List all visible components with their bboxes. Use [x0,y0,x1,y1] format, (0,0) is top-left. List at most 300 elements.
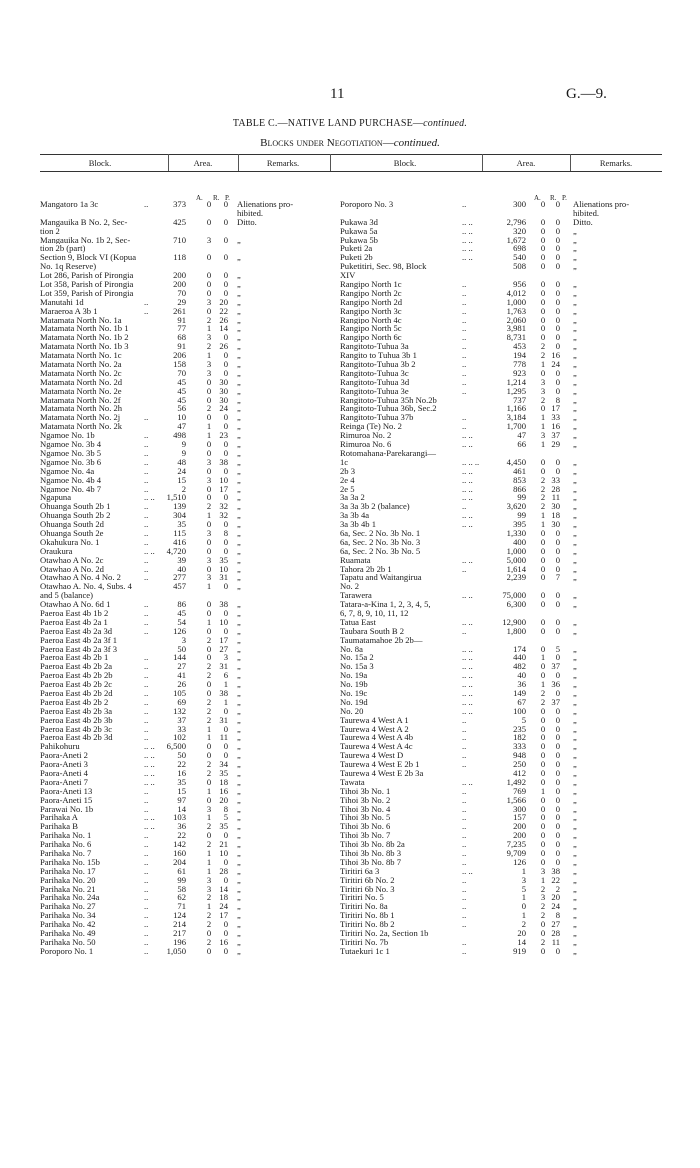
remarks: „ [237,572,241,583]
area-acres: 1 [521,865,526,876]
area-perches: 8 [555,910,560,921]
area-perches: 0 [555,261,560,272]
area-perches: 36 [551,679,560,690]
remarks: „ [573,279,577,290]
area-acres: 923 [513,367,526,378]
table-row [340,653,662,662]
area-roods: 3 [206,527,212,538]
area-acres: 6,500 [166,741,186,752]
leader-dots: .. .. [144,750,155,761]
block-name: Paeroa East 4b 2b 3d [40,733,113,743]
remarks: „ [573,723,577,734]
block-name: Parihaka No. 50 [40,937,96,947]
remarks: „ [237,741,241,752]
block-name: 1c [340,457,349,467]
area-perches: 0 [555,670,560,681]
remarks: hibited. [237,207,264,218]
area-acres: 956 [513,279,526,290]
area-perches: 0 [555,287,560,298]
table-row [40,218,330,227]
header-block-right: Block. [393,158,417,168]
area-acres: 457 [173,581,186,592]
leader-dots: .. [462,839,467,850]
area-perches: 0 [223,874,228,885]
area-acres: 69 [177,696,186,707]
block-name: Maraeroa A 3b 1 [40,306,98,316]
remarks: „ [573,643,577,654]
area-acres: 508 [513,261,526,272]
area-perches: 16 [219,936,228,947]
area-acres: 22 [177,830,186,841]
remarks: „ [573,474,577,485]
block-name: Puketi 2b [340,253,373,263]
block-name: Paora-Aneti 2 [40,751,88,761]
leader-dots: .. [462,741,467,752]
remarks: „ [573,901,577,912]
block-name: Parihaka No. 49 [40,929,96,938]
remarks: „ [573,741,577,752]
table-row [340,431,662,440]
area-roods: 0 [540,928,546,939]
block-name: tion 2 [40,226,60,236]
table-row [340,413,662,422]
area-acres: 8,731 [506,332,526,343]
area-roods: 2 [540,696,546,707]
area-roods: 2 [540,910,546,921]
leader-dots: .. [462,421,467,432]
area-acres: 99 [517,510,526,521]
remarks: „ [237,892,241,903]
area-perches: 16 [219,785,228,796]
leader-dots: .. [462,785,467,796]
leader-dots: .. [144,865,149,876]
area-perches: 22 [551,874,560,885]
area-acres: 425 [173,216,186,227]
block-name: Tiritiri No. 5 [340,893,384,903]
area-perches: 30 [219,394,228,405]
leader-dots: .. .. [462,643,473,654]
area-acres: 77 [177,323,186,334]
area-roods: 0 [540,812,546,823]
left-column [40,200,330,956]
area-roods: 0 [540,643,546,654]
area-perches: 0 [555,243,560,254]
area-acres: 99 [177,874,186,885]
block-name: Tutaekuri 1c 1 [340,946,390,956]
table-row [340,769,662,778]
area-perches: 0 [555,803,560,814]
remarks: „ [573,483,577,494]
table-row [340,805,662,814]
area-perches: 11 [219,732,228,743]
remarks: „ [237,687,241,698]
area-perches: 0 [555,714,560,725]
area-acres: 124 [173,910,186,921]
area-acres: 853 [513,474,526,485]
leader-dots: .. [144,536,149,547]
block-name: Mangatoro 1a 3c [40,200,99,209]
area-roods: 0 [540,403,546,414]
area-perches: 0 [555,785,560,796]
block-name: Parihaka A [40,813,78,823]
area-roods: 0 [540,616,546,627]
area-acres: 261 [173,305,186,316]
area-perches: 20 [219,296,228,307]
block-name: Tihoi 3b No. 4 [340,804,391,814]
area-roods: 0 [540,545,546,556]
block-name: Tihoi 3b No. 6 [340,822,391,832]
remarks: „ [573,287,577,298]
remarks: „ [237,359,241,370]
area-acres: 91 [177,314,186,325]
area-roods: 0 [540,723,546,734]
block-name: Rangipo North 2c [340,288,402,298]
area-acres: 9 [181,447,186,458]
remarks: „ [573,865,577,876]
remarks: „ [237,785,241,796]
area-roods: 2 [206,839,212,850]
block-name: Matamata North No. 2k [40,422,123,432]
area-perches: 0 [223,581,228,592]
area-roods: 0 [206,928,212,939]
table-row [340,458,662,467]
remarks: „ [237,394,241,405]
table-row [340,244,662,253]
area-roods: 2 [540,492,546,503]
block-name: Rangitoto-Tuhua 36b, Sec.2 [340,404,437,414]
area-acres: 1,000 [506,296,526,307]
leader-dots: .. [462,359,467,370]
area-acres: 45 [177,376,186,387]
remarks: „ [573,243,577,254]
remarks: „ [237,643,241,654]
area-perches: 31 [219,714,228,725]
area-roods: 1 [540,412,546,423]
block-name: XIV [340,271,356,281]
area-perches: 0 [555,456,560,467]
area-roods: 0 [540,572,546,583]
area-perches: 11 [551,492,560,503]
leader-dots: .. .. .. [462,456,480,467]
remarks: „ [573,323,577,334]
remarks: „ [573,928,577,939]
remarks: „ [573,919,577,930]
area-perches: 28 [551,483,560,494]
table-row [340,529,662,538]
block-name: Rangitoto-Tuhua 3b 2 [340,360,416,369]
area-acres: 75,000 [502,590,526,601]
area-perches: 38 [551,865,560,876]
area-acres: 6,300 [506,599,526,610]
area-perches: 0 [223,447,228,458]
leader-dots: .. .. [462,510,473,521]
area-perches: 10 [219,563,228,574]
leader-dots: .. [462,501,467,512]
remarks: „ [237,305,241,316]
table-subtitle [0,137,700,149]
area-roods: 3 [206,803,212,814]
leader-dots: .. .. [462,670,473,681]
unit-acres-left: A. [196,194,203,202]
block-name: No. 19d [340,697,368,707]
block-name: Ohuanga South 2d [40,520,104,529]
area-roods: 0 [206,252,212,263]
remarks: „ [573,305,577,316]
block-name: Paeroa East 4b 2b 1 [40,653,109,663]
table-row [340,600,662,609]
area-roods: 0 [206,607,212,618]
block-name: Pahikohuru [40,742,80,752]
remarks: „ [237,527,241,538]
area-roods: 0 [206,483,212,494]
area-roods: 2 [206,714,212,725]
remarks: „ [237,599,241,610]
leader-dots: .. [462,350,467,361]
area-acres: 919 [513,945,526,956]
table-row [340,280,662,289]
area-acres: 99 [517,492,526,503]
area-acres: 2 [181,483,186,494]
area-acres: 416 [173,536,186,547]
header-block-left: Block. [88,158,112,168]
leader-dots: .. .. [462,776,473,787]
area-perches: 35 [219,768,228,778]
remarks: „ [237,252,241,263]
area-perches: 0 [555,625,560,636]
area-roods: 1 [206,848,212,859]
remarks: „ [237,865,241,876]
block-name: Ohuanga South 2b 1 [40,502,111,512]
leader-dots: .. [144,483,149,494]
block-name: Rangipo North 2d [340,297,403,307]
leader-dots: .. [144,456,149,467]
remarks: „ [237,510,241,521]
block-name: Mangauika B No. 2, Sec- [40,217,128,227]
remarks: „ [573,750,577,761]
area-acres: 2,796 [506,216,526,227]
area-acres: 67 [517,696,526,707]
block-name: Paeroa East 4b 2b 2d [40,688,113,698]
remarks: „ [237,750,241,761]
area-acres: 1,214 [506,376,526,387]
area-acres: 62 [177,892,186,903]
leader-dots: .. [144,563,149,574]
area-perches: 0 [555,216,560,227]
remarks: „ [237,652,241,663]
leader-dots: .. [462,759,467,770]
area-roods: 2 [206,768,212,778]
leader-dots: .. [462,563,467,574]
leader-dots: .. [144,661,149,672]
area-roods: 3 [206,572,212,583]
leader-dots: .. .. [462,439,473,450]
table-row [340,351,662,360]
leader-dots: .. [462,625,467,636]
header-area-left: Area. [193,158,213,168]
remarks: „ [237,376,241,387]
leader-dots: .. [462,367,467,378]
area-roods: 0 [206,687,212,698]
remarks: „ [573,359,577,370]
remarks: „ [573,536,577,547]
area-perches: 0 [555,687,560,698]
remarks: „ [237,341,241,352]
remarks: „ [573,812,577,823]
area-acres: 1,614 [506,563,526,574]
block-name: Tiritiri 6a 3 [340,866,380,876]
area-acres: 20 [517,928,526,939]
leader-dots: .. [144,670,149,681]
area-acres: 100 [513,705,526,716]
block-name: Taubara South B 2 [340,626,405,636]
area-roods: 0 [540,794,546,805]
block-name: Otawhao A No. 2c [40,555,104,565]
area-roods: 3 [206,874,212,885]
block-name: Lot 359, Parish of Pirongia [40,288,134,298]
block-name: Rimuroa No. 6 [340,440,392,449]
area-roods: 1 [540,785,546,796]
block-name: Rangitoto-Tuhua 37b [340,413,414,423]
leader-dots: .. [144,945,149,956]
leader-dots: .. [144,305,149,316]
area-roods: 1 [540,439,546,450]
block-name: Rimuroa No. 2 [340,431,392,441]
leader-dots: .. [144,839,149,850]
table-row [340,671,662,680]
area-perches: 37 [551,696,560,707]
leader-dots: .. .. [462,687,473,698]
remarks: „ [237,519,241,530]
leader-dots: .. [462,901,467,912]
table-row [340,342,662,351]
leader-dots: .. [462,385,467,396]
area-perches: 35 [219,821,228,832]
remarks: „ [573,945,577,956]
remarks: „ [573,821,577,832]
area-roods: 2 [540,501,546,512]
remarks: „ [237,732,241,743]
leader-dots: .. .. [462,483,473,494]
area-roods: 0 [540,216,546,227]
area-perches: 10 [219,616,228,627]
area-perches: 8 [223,527,228,538]
remarks: „ [237,759,241,770]
area-acres: 45 [177,385,186,396]
area-roods: 2 [206,696,212,707]
table-row [340,840,662,849]
leader-dots: .. .. [462,234,473,245]
remarks: „ [237,412,241,423]
area-roods: 0 [540,856,546,867]
area-roods: 0 [206,750,212,761]
area-acres: 35 [177,776,186,787]
leader-dots: .. [144,936,149,947]
table-row [340,636,662,645]
area-roods: 2 [206,634,212,645]
area-perches: 21 [219,839,228,850]
table-title-main: TABLE C.—NATIVE LAND PURCHASE— [232,118,424,129]
area-acres: 482 [513,661,526,672]
area-acres: 277 [173,572,186,583]
area-perches: 0 [555,768,560,778]
table-row [340,849,662,858]
remarks: „ [573,456,577,467]
table-row [340,813,662,822]
block-name: No. 19a [340,671,368,681]
area-acres: 1 [521,892,526,903]
table-row [340,707,662,716]
block-name: Ngamoe No. 1b [40,431,95,441]
area-perches: 3 [223,652,228,663]
remarks: „ [237,616,241,627]
remarks: „ [573,519,577,530]
block-name: 2e 4 [340,475,355,485]
block-name: 3a 3b 4b 1 [340,520,377,529]
area-perches: 0 [223,465,228,476]
area-roods: 0 [540,332,546,343]
remarks: Alienations pro- [573,199,630,209]
leader-dots: .. [462,732,467,743]
area-roods: 0 [540,243,546,254]
remarks: „ [573,856,577,867]
leader-dots: .. [144,919,149,930]
block-name: Rangitoto-Tuhua 35h No.2b [340,395,437,405]
table-subtitle-main: Blocks under Negotiation— [260,137,394,149]
area-acres: 29 [177,296,186,307]
area-roods: 1 [540,652,546,663]
table-row [340,689,662,698]
block-name: Reinga (Te) No. 2 [340,422,402,432]
area-perches: 0 [223,279,228,290]
block-name: Otawhao A No. 6d 1 [40,600,111,609]
block-name: Paeroa East 4b 2b 2b [40,671,113,681]
table-row [340,591,662,600]
remarks: „ [237,821,241,832]
area-perches: 16 [551,421,560,432]
area-roods: 0 [206,270,212,281]
block-name: Tiritiri No. 7b [340,937,389,947]
area-acres: 10 [177,412,186,423]
block-name: Ohuanga South 2b 2 [40,511,111,521]
remarks: „ [237,714,241,725]
area-roods: 0 [540,714,546,725]
leader-dots: .. [144,856,149,867]
page-reference: G.—9. [566,86,607,102]
table-row [340,520,662,529]
area-roods: 0 [540,279,546,290]
area-perches: 0 [555,856,560,867]
area-acres: 1,295 [506,385,526,396]
area-acres: 158 [173,359,186,370]
area-perches: 0 [555,527,560,538]
block-name: Parihaka No. 1 [40,831,92,841]
area-perches: 22 [219,305,228,316]
area-acres: 333 [513,741,526,752]
area-perches: 0 [223,705,228,716]
table-row [340,787,662,796]
block-name: Otawhao A No. 4 No. 2 [40,573,121,583]
area-roods: 0 [540,776,546,787]
area-roods: 1 [540,359,546,370]
leader-dots: .. [462,714,467,725]
remarks: „ [573,874,577,885]
area-acres: 40 [177,563,186,574]
area-acres: 1,700 [506,421,526,432]
block-name: Lot 286, Parish of Pirongia [40,271,134,281]
area-acres: 5 [521,714,526,725]
area-perches: 6 [223,670,228,681]
area-acres: 160 [173,848,186,859]
